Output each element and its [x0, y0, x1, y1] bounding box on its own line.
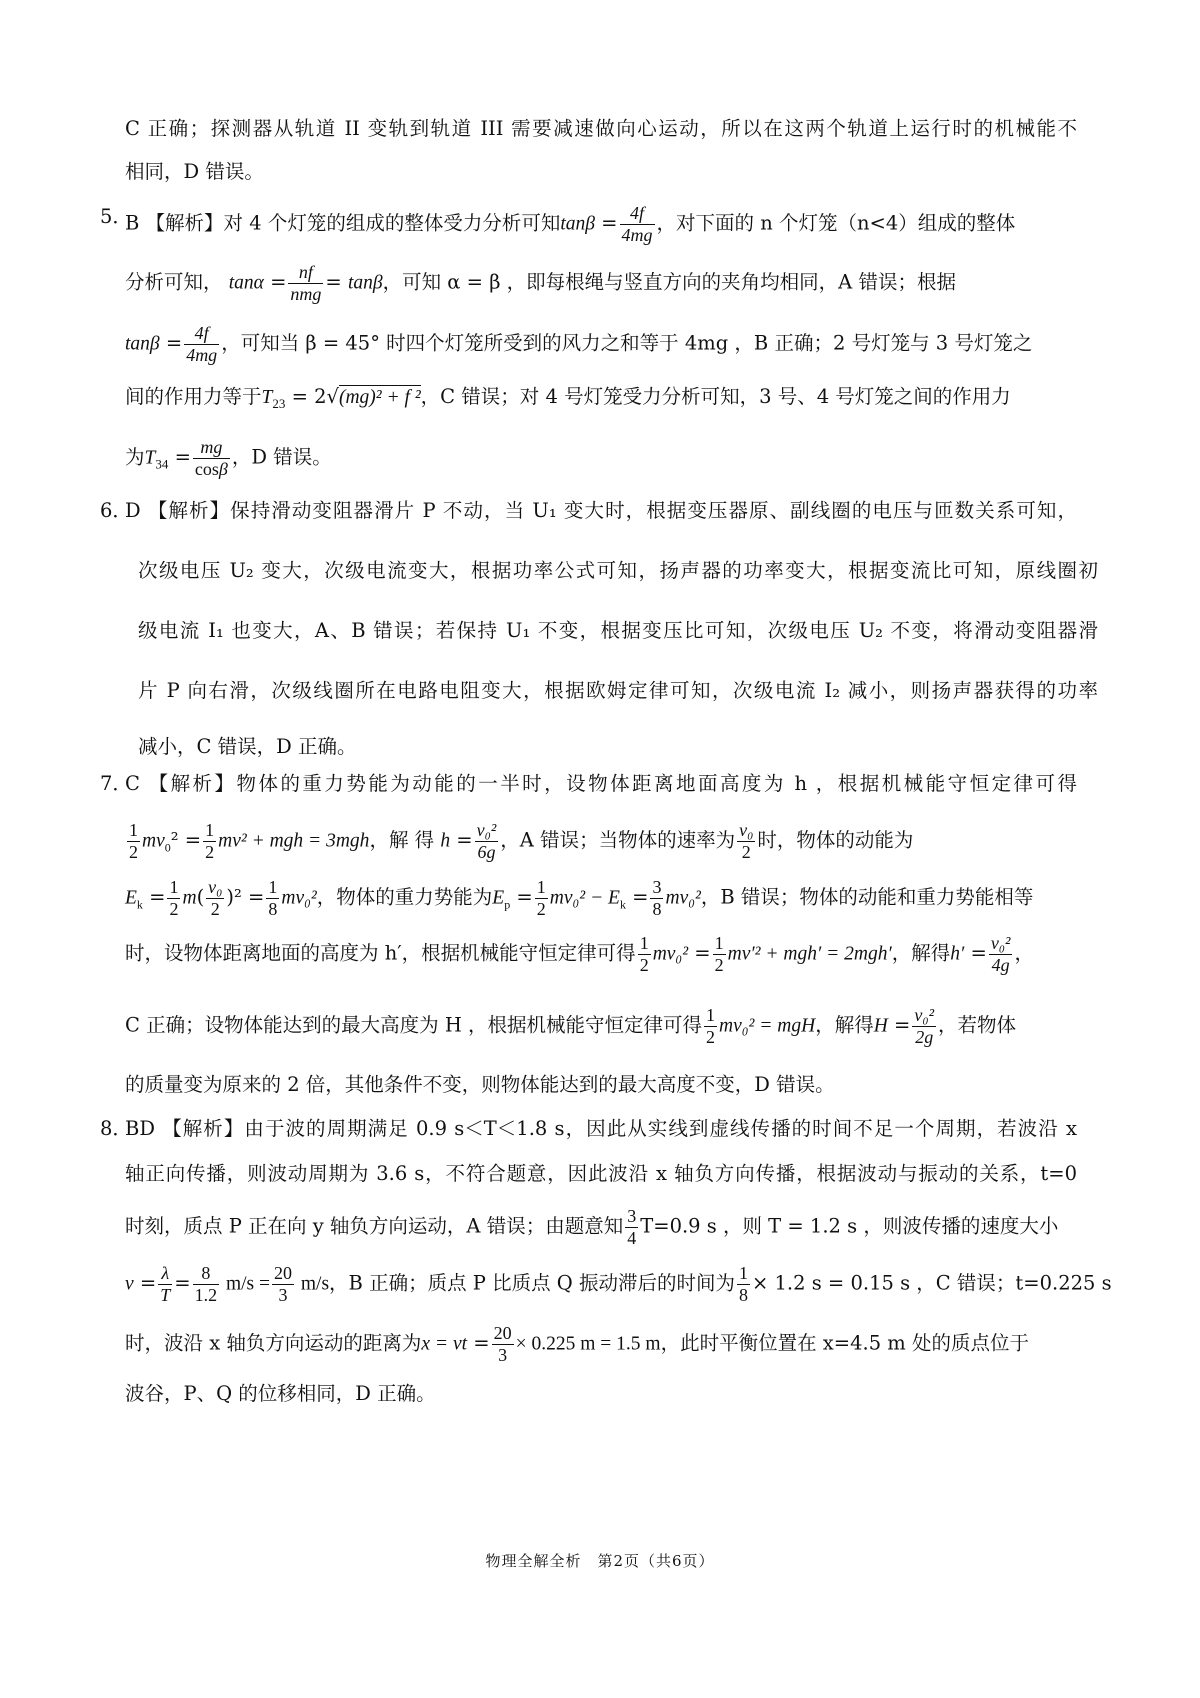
- text-line: 间的作用力等于$T_{23} = 2√(mg)^2 + f$ ²，C 错误；对 4 号灯笼受力分析可知，3 号、4 号灯笼之间的作用力: [125, 385, 1011, 411]
- text-line: 时，设物体距离地面的高度为 h′，根据机械能守恒定律可得 $\frac{1}{2}$ mv₀² = $\frac{1}{2}$ mv′² + mgh′ = 2mgh′，解得h′ = $\frac{\text{v₀²}}{4g}$ ，: [125, 933, 1034, 975]
- question-number: 7．: [100, 772, 132, 795]
- page-footer: 物理全解全析 第2页（共6页）: [485, 1552, 715, 1570]
- text-line: 的质量变为原来的 2 倍，其他条件不变，则物体能达到的最大高度不变，D 错误。: [125, 1073, 835, 1096]
- text-line: $E_k$ = $\frac{1}{2}$ m( $\frac{\text{v₀}}{2}$ )² = $\frac{1}{8}$ mv₀²，物体的重力势能为$E_p$ = $\frac{1}{2}$ $mv_0^2 - E_k$ = $\frac{3}{8}$ mv₀²，B 错误；物体的动能和重力势能相等: [125, 877, 1034, 919]
- text-line: 相同，D 错误。: [125, 160, 264, 183]
- text-line: 次级电压 U₂ 变大，次级电流变大，根据功率公式可知，扬声器的功率变大，根据变流比可知，原线圈初: [138, 559, 1098, 582]
- text-line: D 【解析】保持滑动变阻器滑片 P 不动，当 U₁ 变大时，根据变压器原、副线圈的电压与匝数关系可知，: [125, 499, 1077, 522]
- text-line: $\frac{1}{2}$ $mv_0^2$ = $\frac{1}{2}$ mv² + mgh = 3mgh，解 得 h = $\frac{\text{v₀²}}{6g}$ ，A 错误；当物体的速率为 $\frac{\text{v₀}}{2}$ 时，物体的动能为: [129, 820, 914, 862]
- text-line: BD 【解析】由于波的周期满足 0.9 s＜T＜1.8 s，因此从实线到虚线传播的时间不足一个周期，若波沿 x: [125, 1117, 1077, 1140]
- text-line: 减小，C 错误，D 正确。: [138, 735, 357, 758]
- text-line: 时，波沿 x 轴负方向运动的距离为x = vt = $\frac{20}{3}$ × 0.225 m = 1.5 m，此时平衡位置在 x=4.5 m 处的质点位于: [125, 1323, 1029, 1365]
- text-line: B 【解析】对 4 个灯笼的组成的整体受力分析可知tanβ = $\frac{4f}{4mg}$ ，对下面的 n 个灯笼（n<4）组成的整体: [125, 203, 1016, 245]
- question-number: 8．: [100, 1117, 132, 1140]
- text-line: C 【解析】物体的重力势能为动能的一半时，设物体距离地面高度为 h ，根据机械能守恒定律可得: [125, 772, 1077, 795]
- text-line: 为$T_{34}$ = $\frac{mg}{\cos\beta}$ ，D 错误。: [125, 437, 332, 479]
- text-line: 分析可知， tanα = $\frac{nf}{\text{nmg}}$ = tanβ，可知 α = β ，即每根绳与竖直方向的夹角均相同，A 错误；根据: [125, 262, 956, 304]
- text-line: 波谷，P、Q 的位移相同，D 正确。: [125, 1382, 436, 1405]
- text-line: 片 P 向右滑，次级线圈所在电路电阻变大，根据欧姆定律可知，次级电流 I₂ 减小，则扬声器获得的功率: [138, 679, 1098, 702]
- text-line: v = $\frac{\lambda}{T}$ = $\frac{8}{1.2}$ m/s = $\frac{20}{3}$ m/s，B 正确；质点 P 比质点 Q 振动滞后的时间为 $\frac{1}{8}$ × 1.2 s = 0.15 s ，C 错误；t=0.225 s: [125, 1263, 1112, 1305]
- text-line: 轴正向传播，则波动周期为 3.6 s，不符合题意，因此波沿 x 轴负方向传播，根据波动与振动的关系，t=0: [125, 1162, 1077, 1185]
- text-line: C 正确；探测器从轨道 II 变轨到轨道 III 需要减速做向心运动，所以在这两个轨道上运行时的机械能不: [125, 117, 1077, 140]
- text-line: 级电流 I₁ 也变大，A、B 错误；若保持 U₁ 不变，根据变压比可知，次级电压 U₂ 不变，将滑动变阻器滑: [138, 619, 1098, 642]
- question-number: 5．: [100, 205, 132, 228]
- question-number: 6．: [100, 499, 132, 522]
- text-line: C 正确；设物体能达到的最大高度为 H ，根据机械能守恒定律可得 $\frac{1}{2}$ mv₀² = mgH，解得H = $\frac{\text{v₀²}}{2g}$ ，若物体: [125, 1005, 1017, 1047]
- text-line: tanβ = $\frac{4f}{4mg}$ ，可知当 β = 45° 时四个灯笼所受到的风力之和等于 4mg ，B 正确；2 号灯笼与 3 号灯笼之: [125, 323, 1033, 365]
- text-line: 时刻，质点 P 正在向 y 轴负方向运动，A 错误；由题意知 $\frac{3}{4}$ T=0.9 s ，则 T = 1.2 s ，则波传播的速度大小: [125, 1206, 1059, 1248]
